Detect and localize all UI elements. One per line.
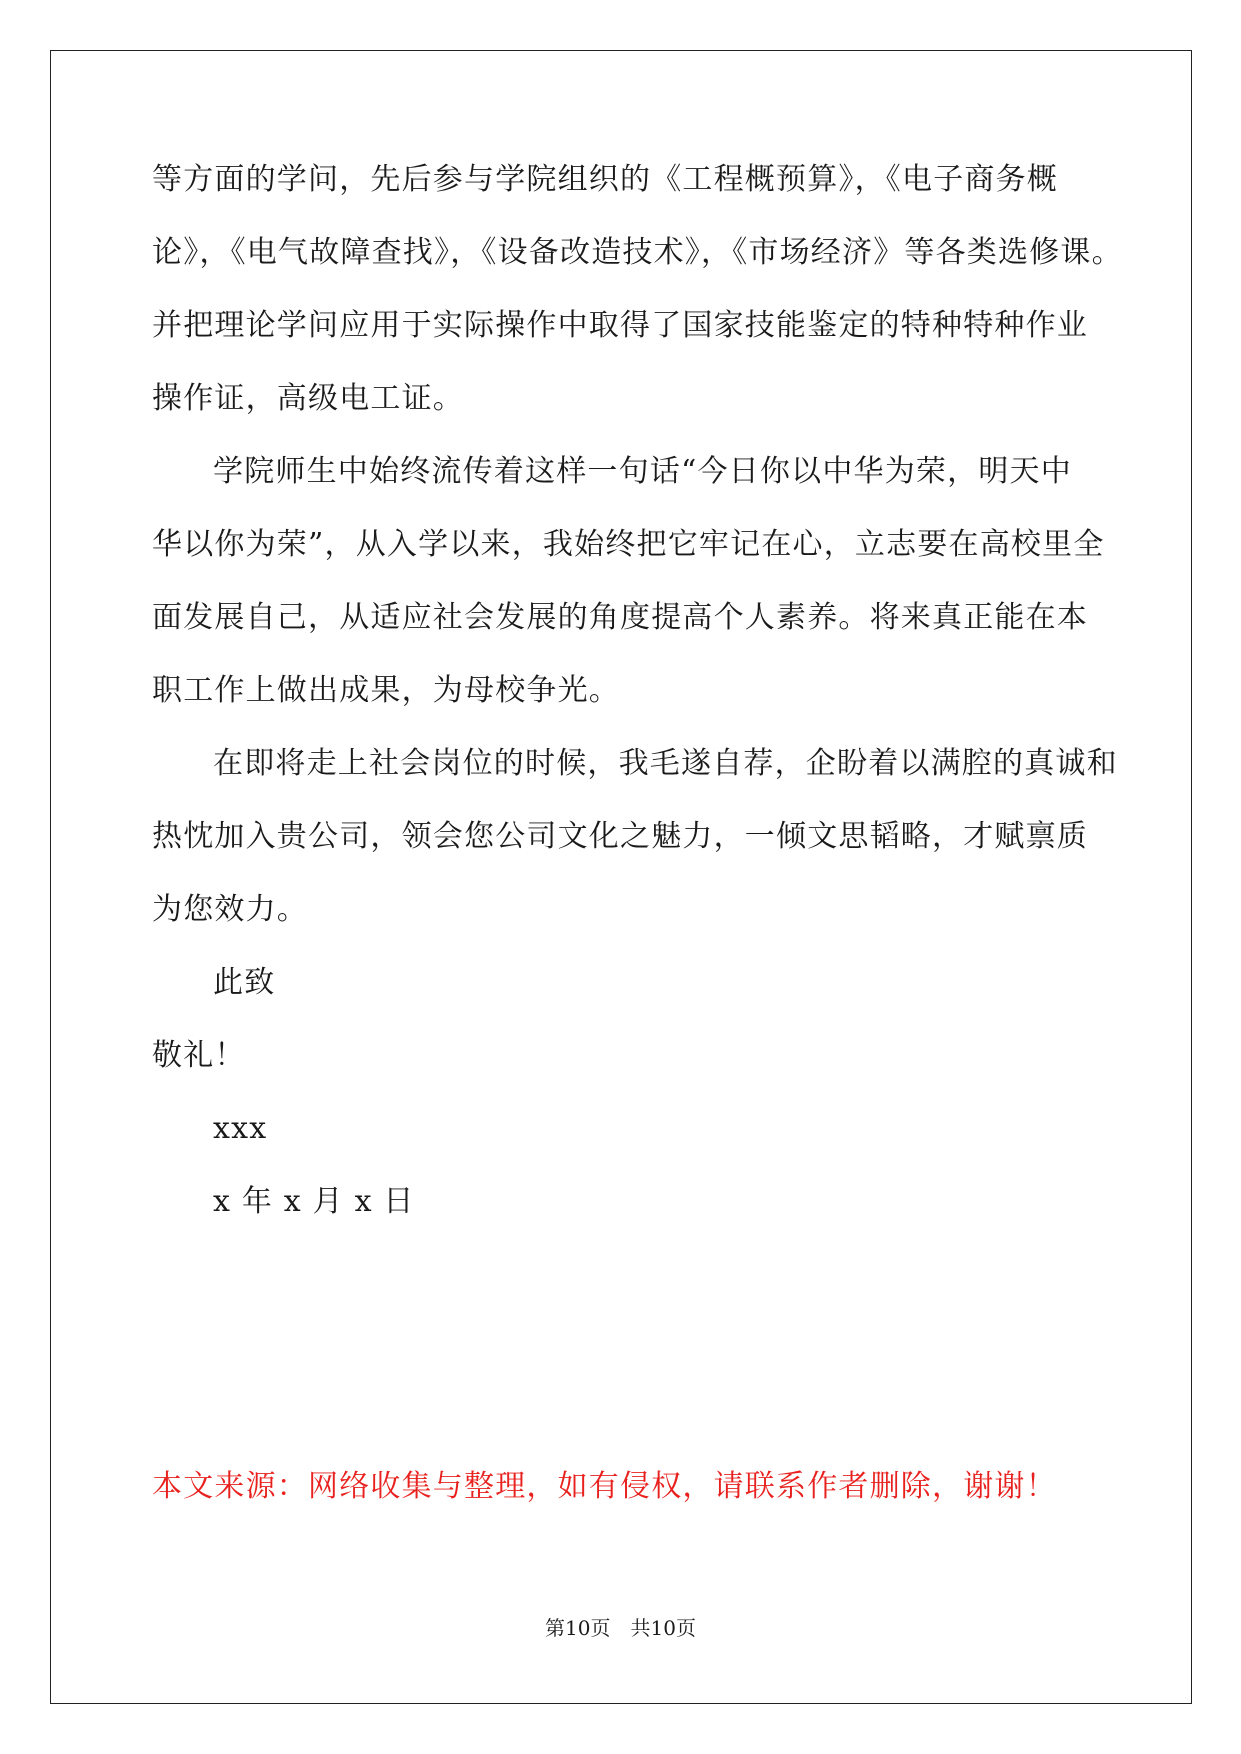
body-line: 学院师生中始终流传着这样一句话“今日你以中华为荣，明天中 (213, 454, 1072, 489)
body-line: 热忱加入贵公司，领会您公司文化之魅力，一倾文思韬略，才赋禀质 (152, 819, 1088, 854)
salutation-line: 敬礼！ (152, 1038, 246, 1073)
page-number-footer: 第10页 共10页 (545, 1616, 696, 1640)
source-note: 本文来源：网络收集与整理，如有侵权，请联系作者删除，谢谢！ (152, 1469, 1057, 1504)
body-line: 华以你为荣”，从入学以来，我始终把它牢记在心，立志要在高校里全 (152, 527, 1105, 562)
body-line: 操作证，高级电工证。 (152, 381, 464, 416)
body-line: 并把理论学问应用于实际操作中取得了国家技能鉴定的特种特种作业 (152, 308, 1088, 343)
signature-date: x 年 x 月 x 日 (213, 1184, 415, 1219)
page-frame (50, 50, 1192, 1704)
signature-name: xxx (213, 1111, 268, 1146)
body-line: 面发展自己，从适应社会发展的角度提高个人素养。将来真正能在本 (152, 600, 1088, 635)
body-line: 等方面的学问，先后参与学院组织的《工程概预算》，《电子商务概 (152, 162, 1058, 197)
body-line: 论》，《电气故障查找》，《设备改造技术》，《市场经济》等各类选修课。 (152, 235, 1123, 270)
closing-line: 此致 (213, 965, 276, 1000)
body-line: 在即将走上社会岗位的时候，我毛遂自荐，企盼着以满腔的真诚和 (213, 746, 1118, 781)
body-line: 职工作上做出成果，为母校争光。 (152, 673, 620, 708)
body-line: 为您效力。 (152, 892, 308, 927)
